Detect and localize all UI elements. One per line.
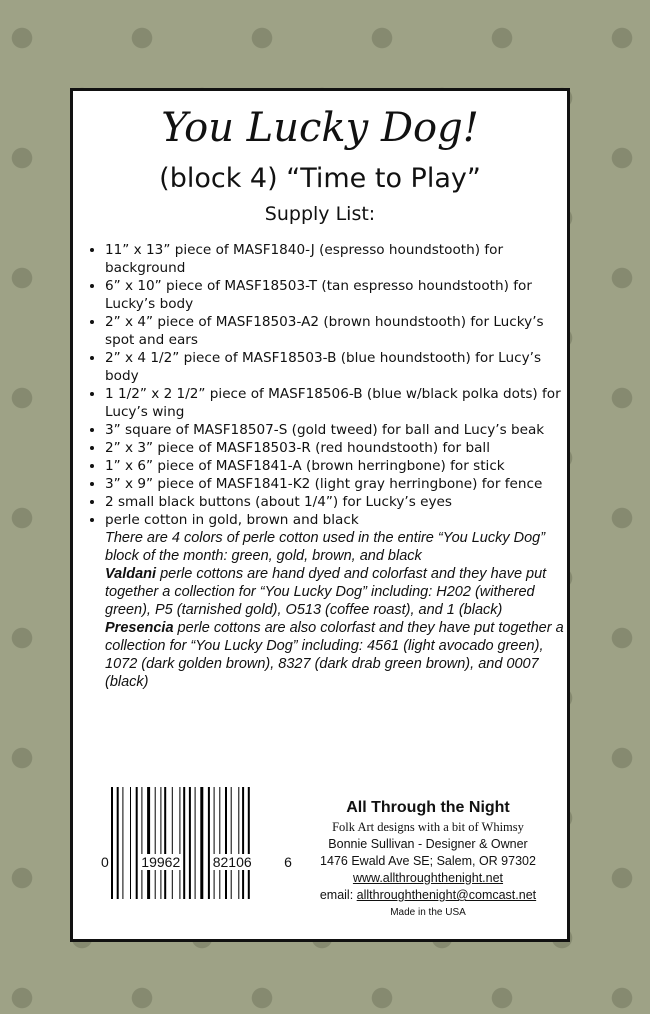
barcode-bar bbox=[160, 787, 161, 899]
email-label: email: bbox=[319, 888, 357, 902]
list-item: • 2” x 3” piece of MASF18503-R (red houndstooth) for ball bbox=[105, 439, 575, 457]
barcode-bar bbox=[130, 787, 131, 899]
note-intro: There are 4 colors of perle cotton used in the entire “You Lucky Dog” block of the month: green, gold, brown, and black bbox=[105, 530, 546, 564]
barcode-bar bbox=[214, 787, 215, 899]
barcode-bar bbox=[111, 787, 113, 899]
barcode-bar bbox=[189, 787, 191, 899]
list-item: • 6” x 10” piece of MASF18503-T (tan espresso houndstooth) for Lucky’s body bbox=[105, 277, 575, 313]
barcode-digit: 6 bbox=[284, 854, 292, 870]
email-link[interactable]: allthroughthenight@comcast.net bbox=[356, 888, 537, 902]
barcode-bar bbox=[155, 787, 156, 899]
barcode-bar bbox=[179, 787, 180, 899]
barcode-bar bbox=[242, 787, 244, 899]
barcode-bar bbox=[231, 787, 232, 899]
barcode-bar bbox=[164, 787, 166, 899]
barcode-bar bbox=[117, 787, 119, 899]
list-item: • 3” square of MASF18507-S (gold tweed) for ball and Lucy’s beak bbox=[105, 421, 575, 439]
barcode-digit: 0 bbox=[101, 854, 109, 870]
made-in: Made in the USA bbox=[390, 907, 466, 918]
list-item: • 3” x 9” piece of MASF1841-K2 (light gray herringbone) for fence bbox=[105, 475, 575, 493]
barcode-bar bbox=[219, 787, 220, 899]
brand-presencia: Presencia bbox=[105, 620, 174, 636]
barcode-bar bbox=[122, 787, 123, 899]
barcode-bar bbox=[248, 787, 250, 899]
list-item: • 2” x 4” piece of MASF18503-A2 (brown houndstooth) for Lucky’s spot and ears bbox=[105, 313, 575, 349]
barcode-bar bbox=[238, 787, 239, 899]
barcode-bar bbox=[147, 787, 150, 899]
note-presencia bbox=[105, 619, 575, 691]
section-heading: Supply List: bbox=[264, 203, 376, 225]
presencia-text: perle cottons are also colorfast and they have put together a collection for “You Lucky Dog” including: 4561 (light avocado green), 1072 (dark golden brown), 8327 (dark drab green brown), and 0007 (black) bbox=[105, 620, 564, 690]
valdani-text: perle cottons are hand dyed and colorfast and they have put together a collection for “You Lucky Dog” including: H202 (withered green), P5 (tarnished gold), O513 (coffee roast), and 1 (black) bbox=[105, 566, 547, 618]
barcode-bar bbox=[172, 787, 173, 899]
list-item: • 11” x 13” piece of MASF1840-J (espresso houndstooth) for background bbox=[105, 241, 575, 277]
company-name: All Through the Night bbox=[346, 799, 510, 816]
barcode-bar bbox=[225, 787, 227, 899]
list-item: • 2” x 4 1/2” piece of MASF18503-B (blue houndstooth) for Lucy’s body bbox=[105, 349, 575, 385]
barcode-digit: 82106 bbox=[212, 854, 252, 870]
barcode-bar bbox=[136, 787, 138, 899]
block-subtitle: (block 4) “Time to Play” bbox=[159, 163, 481, 194]
pattern-title: You Lucky Dog! bbox=[161, 105, 479, 151]
barcode-bar bbox=[200, 787, 203, 899]
supply-list bbox=[89, 241, 575, 691]
barcode-bar bbox=[195, 787, 196, 899]
website-link[interactable]: www.allthroughthenight.net bbox=[352, 871, 504, 885]
barcode-bar bbox=[208, 787, 210, 899]
barcode-bar bbox=[141, 787, 142, 899]
company-address: 1476 Ewald Ave SE; Salem, OR 97302 bbox=[320, 854, 536, 868]
list-item: • perle cotton in gold, brown and black bbox=[105, 511, 575, 529]
company-info bbox=[303, 797, 553, 921]
brand-valdani: Valdani bbox=[105, 566, 157, 582]
barcode-digit: 19962 bbox=[141, 854, 181, 870]
list-item: • 2 small black buttons (about 1/4”) for Lucky’s eyes bbox=[105, 493, 575, 511]
company-owner: Bonnie Sullivan - Designer & Owner bbox=[328, 837, 528, 851]
email-line bbox=[303, 887, 553, 904]
note-valdani bbox=[105, 565, 575, 619]
supply-list-card bbox=[70, 88, 570, 942]
list-item: • 1 1/2” x 2 1/2” piece of MASF18506-B (blue w/black polka dots) for Lucy’s wing bbox=[105, 385, 575, 421]
list-item: • 1” x 6” piece of MASF1841-A (brown herringbone) for stick bbox=[105, 457, 575, 475]
barcode-number bbox=[99, 854, 294, 870]
perle-note bbox=[105, 529, 575, 691]
barcode-bar bbox=[183, 787, 185, 899]
company-tagline: Folk Art designs with a bit of Whimsy bbox=[332, 820, 524, 834]
barcode-image bbox=[111, 787, 277, 899]
